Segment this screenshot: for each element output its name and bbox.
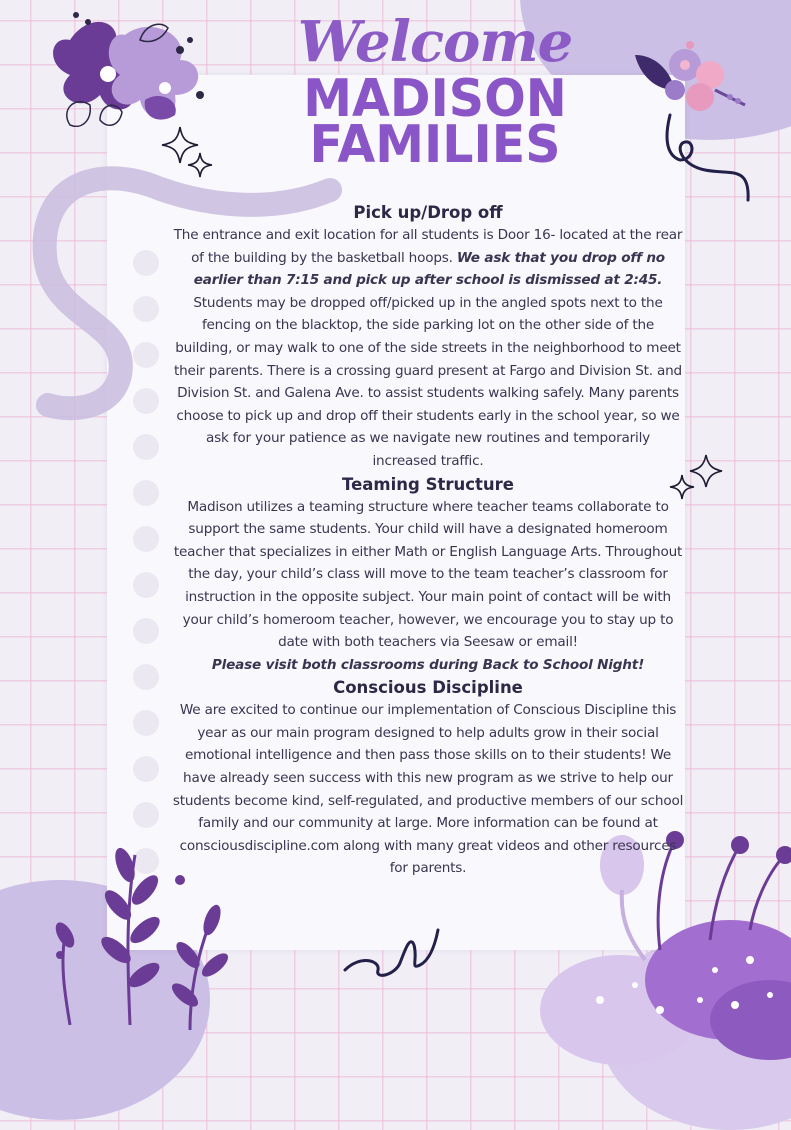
body-text: Madison utilizes a teaming structure where teacher teams collaborate to support the same students. Your child will have a designated homeroom teacher that specializes in either Math or English Language Arts. Throughout the day, your child’s class will move to the team teacher’s classroom for instruction in the opposite subject. Your main point of contact will be with your child’s homeroom teacher, however, we encourage you to stay up to date with both teachers via Seesaw or email! [173, 498, 683, 651]
welcome-title: Welcome [297, 9, 573, 75]
families-title: FAMILIES [309, 114, 561, 175]
section-heading: Conscious Discipline [333, 678, 523, 698]
body-text: We are excited to continue our implementation of Conscious Discipline this year as our main program designed to help adults grow in their social emotional intelligence and then pass those skills on to their students! We have already seen success with this new program as we strive to help our students become kind, self-regulated, and productive members of our school family and our community at large. More information can be found at consciousdiscipline.com along with many great videos and other resources for parents. [172, 702, 684, 877]
sparkle-icon [160, 125, 220, 185]
section-heading: Teaming Structure [342, 474, 514, 494]
section-body [172, 496, 684, 677]
section-body [172, 224, 684, 473]
section-body [172, 699, 684, 880]
body-text: Students may be dropped off/picked up in the angled spots next to the fencing on the blacktop, the side parking lot on the other side of the building, or may walk to one of the side streets in the neighborhood to meet their parents. There is a crossing guard present at Fargo and Division St. and Division St. and Galena Ave. to assist students walking safely. Many parents choose to pick up and drop off their students early in the school year, so we ask for your patience as we navigate new routines and temporarily increased traffic. [174, 294, 682, 469]
squiggle-icon [660, 110, 780, 190]
madison-title: MADISON [303, 68, 567, 129]
section-heading: Pick up/Drop off [353, 203, 503, 222]
body-text: The entrance and exit location for all students is Door 16- located at the rear of the building by the basketball hoops. [173, 227, 683, 266]
flyer-content [172, 201, 684, 880]
squiggle-icon [340, 925, 450, 985]
emphasis-text: Please visit both classrooms during Back to School Night! [211, 656, 645, 673]
emphasis-text: We ask that you drop off no earlier than 7:15 and pick up after school is dismissed at 2:45. [193, 249, 665, 289]
